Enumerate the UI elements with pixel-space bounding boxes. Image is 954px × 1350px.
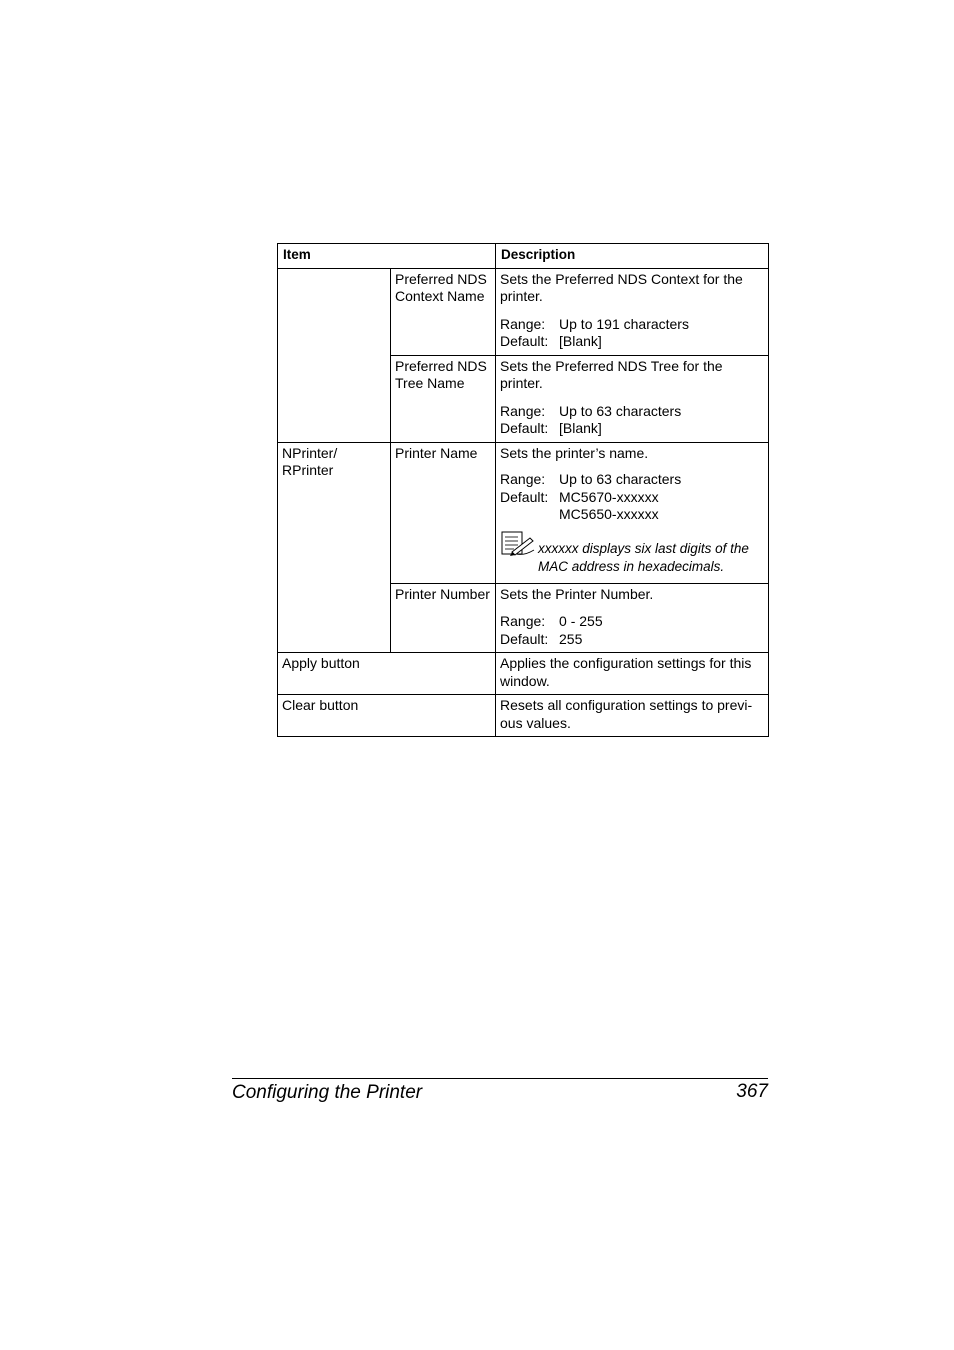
range-line	[500, 316, 766, 351]
table-row	[278, 442, 769, 583]
description-cell	[496, 268, 769, 355]
range-value: Up to 63 characters	[559, 402, 682, 419]
description-cell: Resets all configuration settings to previ- ous values.	[496, 695, 769, 737]
table-row	[278, 653, 769, 695]
sub-item-cell: Preferred NDS Tree Name	[391, 355, 496, 442]
item-cell: Apply button	[278, 653, 496, 695]
sub-item-cell: Preferred NDS Context Name	[391, 268, 496, 355]
default-value: MC5650-xxxxxx	[559, 506, 659, 522]
description-text: Sets the Preferred NDS Tree for the printer.	[500, 357, 723, 391]
default-value: [Blank]	[559, 420, 602, 436]
range-value: 0 - 255	[559, 613, 603, 629]
range-label: Range:	[500, 315, 546, 332]
description-cell: Applies the configuration settings for this window.	[496, 653, 769, 695]
group-cell: NPrinter/ RPrinter	[278, 442, 391, 653]
range-line	[500, 471, 766, 524]
description-text: Sets the Printer Number.	[500, 585, 654, 602]
range-line	[500, 403, 766, 438]
range-label: Range:	[500, 402, 546, 419]
description-cell	[496, 355, 769, 442]
range-value: Up to 63 characters	[559, 471, 682, 487]
empty-group-cell	[278, 268, 391, 442]
range-label: Range:	[500, 613, 546, 629]
item-cell: Clear button	[278, 695, 496, 737]
table-header-row	[278, 244, 769, 269]
table-row	[278, 268, 769, 355]
page-number: 367	[736, 1081, 768, 1102]
table-row	[278, 695, 769, 737]
default-label: Default:	[500, 488, 549, 505]
description-text: Sets the Preferred NDS Context for the printer.	[500, 270, 743, 304]
range-label: Range:	[500, 471, 546, 487]
note	[500, 530, 766, 576]
default-value: [Blank]	[559, 333, 602, 349]
footer-divider	[232, 1078, 768, 1079]
range-value: Up to 191 characters	[559, 315, 689, 332]
default-value: MC5670-xxxxxx	[559, 488, 659, 505]
settings-table	[277, 243, 769, 737]
sub-item-cell: Printer Number	[391, 583, 496, 653]
description-text: Sets the printer’s name.	[500, 444, 649, 461]
header-description: Description	[496, 244, 769, 269]
header-item: Item	[278, 244, 496, 269]
description-cell	[496, 583, 769, 653]
default-label: Default:	[500, 630, 549, 647]
note-text: xxxxxx displays six last digits of the MAC address in hexadecimals.	[538, 540, 749, 574]
default-label: Default:	[500, 333, 549, 349]
default-label: Default:	[500, 420, 549, 436]
range-line	[500, 613, 766, 648]
description-cell	[496, 442, 769, 583]
note-pencil-icon	[500, 530, 538, 558]
default-value: 255	[559, 630, 583, 647]
footer-title: Configuring the Printer	[232, 1082, 423, 1103]
sub-item-cell: Printer Name	[391, 442, 496, 583]
